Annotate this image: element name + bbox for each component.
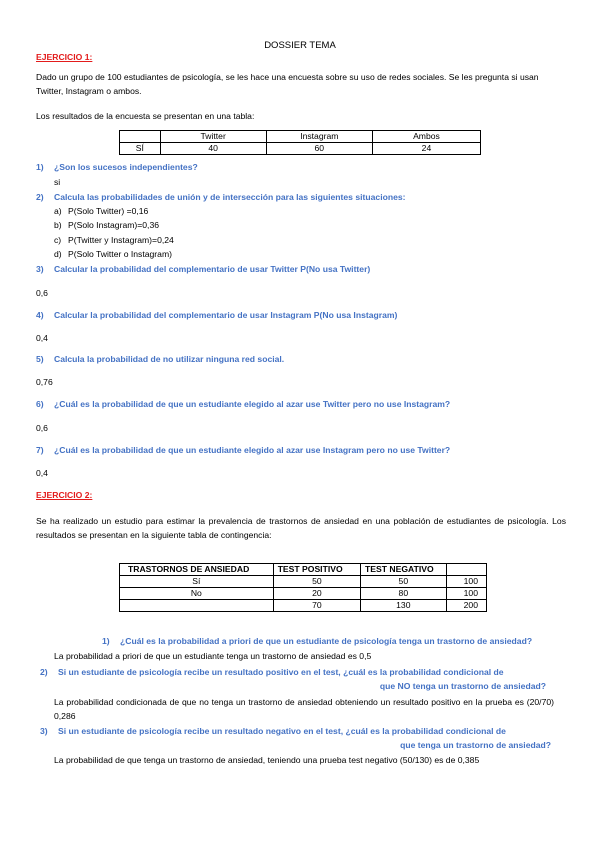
answer-3: 0,6 [36,288,48,298]
list-item: d) P(Solo Twitter o Instagram) [54,249,172,259]
question-4: 4) Calcular la probabilidad del complementario de usar Instagram P(No usa Instagram) [36,310,398,320]
answer-2-1: La probabilidad a priori de que un estudiante tenga un trastorno de ansiedad es 0,5 [54,651,372,661]
table-cell: 200 [446,600,486,612]
table-row [120,588,487,600]
table-cell: 100 [446,588,486,600]
table-cell: 20 [273,588,360,600]
exercise-1-table-caption: Los resultados de la encuesta se presentan en una tabla: [36,111,255,121]
answer-2-3: La probabilidad de que tenga un trastorno de ansiedad, teniendo una prueba test negativo (50/130) es de 0,385 [54,755,480,765]
question-2-2: 2) Si un estudiante de psicología recibe un resultado positivo en el test, ¿cuál es la probabilidad condicional de [40,667,504,677]
table-cell: 80 [361,588,447,600]
table-cell [446,564,486,576]
exercise-1-heading: EJERCICIO 1: [36,52,93,62]
exercise-1-intro: Dado un grupo de 100 estudiantes de psicología, se les hace una encuesta sobre su uso de redes sociales. Se les pregunta si usan Twitter, Instagram o ambos. [36,72,539,96]
table-cell: 40 [160,143,266,155]
table-header-trastornos: TRASTORNOS DE ANSIEDAD [120,564,274,576]
exercise-2-intro: Se ha realizado un estudio para estimar la prevalencia de trastornos de ansiedad en una población de estudiantes de psicología. Los resultados se presentan en la siguiente tabla de contingencia: [36,516,566,540]
list-item: b) P(Solo Instagram)=0,36 [54,220,159,230]
table-header-test-negativo: TEST NEGATIVO [361,564,447,576]
table-cell [120,600,274,612]
table-row [120,143,481,155]
survey-table [119,130,481,155]
table-cell [120,131,161,143]
answer-4: 0,4 [36,333,48,343]
table-header-ambos: Ambos [372,131,480,143]
table-row [120,131,481,143]
list-item: c) P(Twitter y Instagram)=0,24 [54,235,174,245]
table-row [120,600,487,612]
question-2-1: 1) ¿Cuál es la probabilidad a priori de que un estudiante de psicología tenga un trastorno de ansiedad? [102,636,533,646]
table-cell: 50 [273,576,360,588]
answer-7: 0,4 [36,468,48,478]
question-2-3: 3) Si un estudiante de psicología recibe un resultado negativo en el test, ¿cuál es la probabilidad condicional de [40,726,506,736]
table-header-twitter: Twitter [160,131,266,143]
question-3: 3) Calcular la probabilidad del complementario de usar Twitter P(No usa Twitter) [36,264,371,274]
question-2-3-cont: que tenga un trastorno de ansiedad? [400,740,551,750]
list-item: a) P(Solo Twitter) =0,16 [54,206,149,216]
question-2: 2) Calcula las probabilidades de unión y de intersección para las siguientes situaciones: [36,192,406,202]
answer-6: 0,6 [36,423,48,433]
table-cell: 100 [446,576,486,588]
question-6: 6) ¿Cuál es la probabilidad de que un estudiante elegido al azar use Twitter pero no use Instagram? [36,399,451,409]
question-2-2-cont: que NO tenga un trastorno de ansiedad? [379,681,546,691]
answer-5: 0,76 [36,377,53,387]
table-cell: No [120,588,274,600]
table-cell: 24 [372,143,480,155]
table-cell: 50 [361,576,447,588]
table-row [120,564,487,576]
answer-2-2: La probabilidad condicionada de que no tenga un trastorno de ansiedad obteniendo un resultado positivo en la prueba es (20/70) 0,286 [54,697,554,721]
contingency-table [119,563,487,612]
question-1: 1) ¿Son los sucesos independientes? [36,162,198,172]
table-cell: Sí [120,576,274,588]
question-7: 7) ¿Cuál es la probabilidad de que un estudiante elegido al azar use Instagram pero no use Twitter? [36,445,451,455]
table-header-instagram: Instagram [266,131,372,143]
table-cell: 130 [361,600,447,612]
page-title: DOSSIER TEMA [264,40,336,51]
question-5: 5) Calcula la probabilidad de no utilizar ninguna red social. [36,354,285,364]
table-header-test-positivo: TEST POSITIVO [273,564,360,576]
table-cell: SÍ [120,143,161,155]
answer-1: si [54,177,61,187]
exercise-2-heading: EJERCICIO 2: [36,490,93,500]
table-row [120,576,487,588]
table-cell: 60 [266,143,372,155]
table-cell: 70 [273,600,360,612]
